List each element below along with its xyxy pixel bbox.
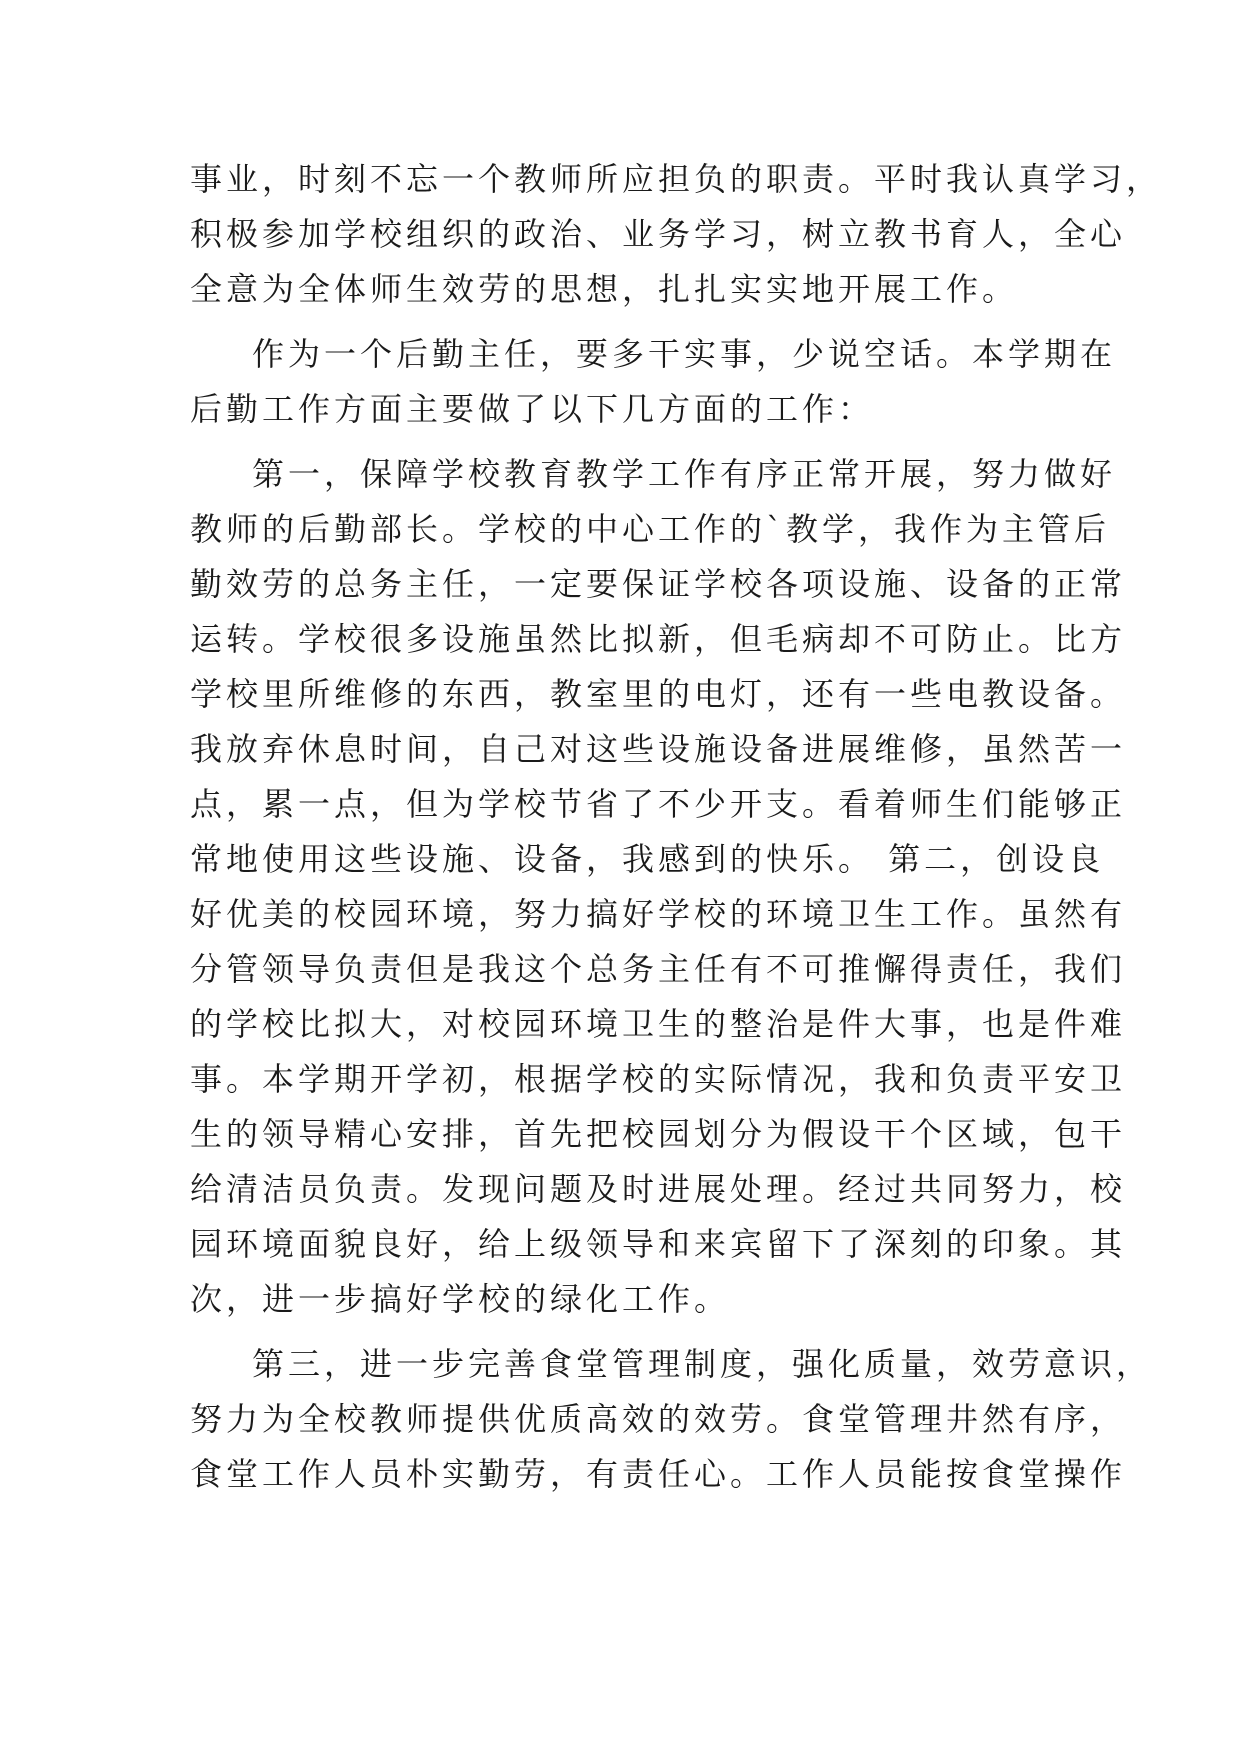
- text-line: 勤效劳的总务主任，一定要保证学校各项设施、设备的正常: [190, 565, 1127, 603]
- paragraph-gap: [190, 437, 1070, 447]
- text-line: 事业，时刻不忘一个教师所应担负的职责。平时我认真学习，: [190, 160, 1163, 198]
- text-line: 作为一个后勤主任，要多干实事，少说空话。本学期在: [252, 335, 1117, 373]
- text-line: 分管领导负责但是我这个总务主任有不可推懈得责任，我们: [190, 950, 1127, 988]
- text-line: 全意为全体师生效劳的思想，扎扎实实地开展工作。: [190, 270, 1019, 308]
- text-line: 给清洁员负责。发现问题及时进展处理。经过共同努力，校: [190, 1170, 1127, 1208]
- text-line: 努力为全校教师提供优质高效的效劳。食堂管理井然有序，: [190, 1400, 1127, 1438]
- paragraph-gap: [190, 317, 1070, 327]
- text-line: 常地使用这些设施、设备，我感到的快乐。 第二，创设良: [190, 840, 1105, 878]
- text-line: 教师的后勤部长。学校的中心工作的`教学，我作为主管后: [190, 510, 1111, 548]
- text-line: 的学校比拟大，对校园环境卫生的整治是件大事，也是件难: [190, 1005, 1127, 1043]
- text-line: 后勤工作方面主要做了以下几方面的工作：: [190, 390, 875, 428]
- text-line: 我放弃休息时间，自己对这些设施设备进展维修，虽然苦一: [190, 730, 1127, 768]
- text-line: 点，累一点，但为学校节省了不少开支。看着师生们能够正: [190, 785, 1127, 823]
- text-line: 积极参加学校组织的政治、业务学习，树立教书育人，全心: [190, 215, 1127, 253]
- document-body: [190, 152, 1163, 1502]
- text-line: 第三，进一步完善食堂管理制度，强化质量，效劳意识，: [252, 1345, 1153, 1383]
- text-line: 运转。学校很多设施虽然比拟新，但毛病却不可防止。比方: [190, 620, 1127, 658]
- text-line: 园环境面貌良好，给上级领导和来宾留下了深刻的印象。其: [190, 1225, 1127, 1263]
- text-line: 好优美的校园环境，努力搞好学校的环境卫生工作。虽然有: [190, 895, 1127, 933]
- text-line: 第一，保障学校教育教学工作有序正常开展，努力做好: [252, 455, 1117, 493]
- text-line: 次，进一步搞好学校的绿化工作。: [190, 1280, 731, 1318]
- paragraph-gap: [190, 1327, 1070, 1337]
- text-line: 食堂工作人员朴实勤劳，有责任心。工作人员能按食堂操作: [190, 1455, 1127, 1493]
- text-line: 生的领导精心安排，首先把校园划分为假设干个区域，包干: [190, 1115, 1127, 1153]
- text-line: 事。本学期开学初，根据学校的实际情况，我和负责平安卫: [190, 1060, 1127, 1098]
- text-line: 学校里所维修的东西，教室里的电灯，还有一些电教设备。: [190, 675, 1127, 713]
